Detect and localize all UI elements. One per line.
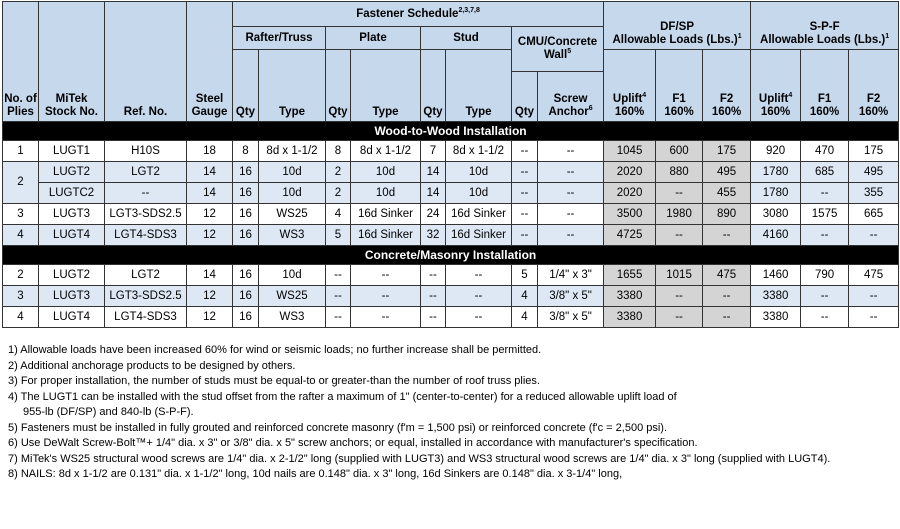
table-cell: LUGT3	[39, 286, 105, 307]
table-cell: 10d	[351, 162, 421, 183]
table-cell: WS3	[259, 225, 326, 246]
table-cell: 470	[801, 141, 849, 162]
table-cell: 475	[703, 265, 751, 286]
header-dfsp: DF/SP Allowable Loads $(Lbs.)^1$	[604, 2, 751, 50]
table-cell: 16	[233, 162, 259, 183]
header-screw-anchor: Screw Anchor$^6$	[538, 72, 604, 122]
table-cell: 16	[233, 183, 259, 204]
header-cmu: CMU/Concrete Wall$^5$	[512, 27, 604, 72]
header-type: Type	[446, 50, 512, 122]
table-cell: --	[351, 265, 421, 286]
footnote: 5) Fasteners must be installed in fully grouted and reinforced concrete masonry (f'm = 1,500 psi) or reinforced concrete (f'c = 2,500 psi).	[8, 421, 668, 434]
table-row	[3, 307, 899, 328]
cell-plies: 2	[3, 265, 39, 286]
table-cell: 3380	[751, 307, 801, 328]
header-f1: F1 160%	[801, 50, 849, 122]
header-plate: Plate	[326, 27, 421, 50]
table-cell: LGT4-SDS3	[105, 225, 187, 246]
table-cell: 16d Sinker	[351, 204, 421, 225]
table-cell: 10d	[446, 162, 512, 183]
section-title: Concrete/Masonry Installation	[3, 246, 899, 265]
table-cell: --	[512, 183, 538, 204]
header-uplift: Uplift$^4$ 160%	[751, 50, 801, 122]
table-cell: LUGT1	[39, 141, 105, 162]
table-cell: 8	[326, 141, 351, 162]
table-cell: --	[421, 307, 446, 328]
header-fastener-schedule: Fastener Schedule$^{2,3,7,8}$	[233, 2, 604, 27]
table-cell: --	[351, 307, 421, 328]
table-cell: --	[446, 286, 512, 307]
header-f2: F2 160%	[849, 50, 899, 122]
table-cell: 4	[512, 307, 538, 328]
table-cell: 1980	[656, 204, 703, 225]
table-cell: --	[326, 307, 351, 328]
table-cell: 2	[326, 183, 351, 204]
table-cell: 16	[233, 286, 259, 307]
cell-plies: 4	[3, 307, 39, 328]
table-cell: --	[421, 286, 446, 307]
table-cell: --	[326, 286, 351, 307]
table-cell: 32	[421, 225, 446, 246]
table-cell: 16	[233, 204, 259, 225]
table-cell: --	[512, 141, 538, 162]
table-cell: 495	[849, 162, 899, 183]
table-cell: 1/4" x 3"	[538, 265, 604, 286]
table-cell: WS25	[259, 286, 326, 307]
load-table	[2, 1, 899, 328]
table-cell: --	[656, 183, 703, 204]
table-cell: 4	[326, 204, 351, 225]
table-cell: 16d Sinker	[351, 225, 421, 246]
section-title: Wood-to-Wood Installation	[3, 122, 899, 141]
table-cell: 16	[233, 225, 259, 246]
table-cell: 14	[421, 183, 446, 204]
table-cell: --	[703, 307, 751, 328]
table-cell: 12	[187, 225, 233, 246]
cell-plies: 3	[3, 204, 39, 225]
table-cell: 8d x 1-1/2	[351, 141, 421, 162]
table-cell: LGT2	[105, 162, 187, 183]
table-cell: 880	[656, 162, 703, 183]
footnotes	[8, 343, 896, 483]
cell-plies: 4	[3, 225, 39, 246]
table-cell: 4725	[604, 225, 656, 246]
header-stud: Stud	[421, 27, 512, 50]
section-header-row	[3, 122, 899, 141]
header-qty: Qty	[326, 50, 351, 122]
table-cell: LGT3-SDS2.5	[105, 204, 187, 225]
table-cell: --	[801, 225, 849, 246]
table-cell: 175	[849, 141, 899, 162]
table-cell: --	[538, 225, 604, 246]
footnote: 955-lb (DF/SP) and 840-lb (S-P-F).	[23, 406, 194, 418]
header-uplift: Uplift$^4$ 160%	[604, 50, 656, 122]
header-qty: Qty	[421, 50, 446, 122]
table-cell: 14	[187, 265, 233, 286]
table-cell: 1655	[604, 265, 656, 286]
table-cell: --	[801, 307, 849, 328]
table-cell: --	[801, 286, 849, 307]
table-cell: --	[351, 286, 421, 307]
table-cell: 3080	[751, 204, 801, 225]
table-cell: 16	[233, 307, 259, 328]
header-plies: No. of Plies	[3, 2, 39, 122]
header-f1: F1 160%	[656, 50, 703, 122]
table-cell: 2	[326, 162, 351, 183]
table-cell: --	[105, 183, 187, 204]
table-cell: --	[849, 286, 899, 307]
table-cell: --	[656, 225, 703, 246]
table-cell: --	[538, 162, 604, 183]
table-cell: --	[703, 286, 751, 307]
table-cell: 8d x 1-1/2	[446, 141, 512, 162]
table-cell: 4	[512, 286, 538, 307]
table-cell: 5	[326, 225, 351, 246]
table-cell: --	[538, 183, 604, 204]
header-stock-no: MiTek Stock No.	[39, 2, 105, 122]
table-cell: 3380	[604, 307, 656, 328]
table-cell: 3/8" x 5"	[538, 286, 604, 307]
table-cell: 10d	[259, 265, 326, 286]
table-cell: 10d	[259, 162, 326, 183]
table-row	[3, 225, 899, 246]
header-rafter-truss: Rafter/Truss	[233, 27, 326, 50]
table-cell: 890	[703, 204, 751, 225]
header-type: Type	[259, 50, 326, 122]
table-cell: --	[446, 307, 512, 328]
table-cell: 600	[656, 141, 703, 162]
table-cell: 12	[187, 204, 233, 225]
table-cell: 175	[703, 141, 751, 162]
table-cell: 495	[703, 162, 751, 183]
table-row	[3, 286, 899, 307]
table-cell: --	[512, 204, 538, 225]
table-cell: 3380	[604, 286, 656, 307]
table-cell: 2020	[604, 162, 656, 183]
table-cell: 10d	[446, 183, 512, 204]
table-cell: 2020	[604, 183, 656, 204]
footnote: 2) Additional anchorage products to be designed by others.	[8, 359, 296, 372]
table-row	[3, 162, 899, 183]
table-cell: LUGT3	[39, 204, 105, 225]
table-cell: 1780	[751, 183, 801, 204]
table-cell: --	[703, 225, 751, 246]
table-cell: --	[326, 265, 351, 286]
table-cell: 14	[421, 162, 446, 183]
table-cell: 7	[421, 141, 446, 162]
table-cell: 4160	[751, 225, 801, 246]
cell-plies: 1	[3, 141, 39, 162]
table-cell: LUGTC2	[39, 183, 105, 204]
table-cell: --	[512, 225, 538, 246]
header-qty: Qty	[512, 72, 538, 122]
header-spf: S-P-F Allowable Loads $(Lbs.)^1$	[751, 2, 899, 50]
table-cell: 1780	[751, 162, 801, 183]
table-cell: LGT4-SDS3	[105, 307, 187, 328]
cell-plies: 2	[3, 162, 39, 204]
header-qty: Qty	[233, 50, 259, 122]
table-cell: H10S	[105, 141, 187, 162]
table-cell: 790	[801, 265, 849, 286]
table-cell: 5	[512, 265, 538, 286]
table-cell: 12	[187, 286, 233, 307]
table-cell: LGT3-SDS2.5	[105, 286, 187, 307]
table-cell: --	[446, 265, 512, 286]
table-cell: 3500	[604, 204, 656, 225]
table-cell: 1045	[604, 141, 656, 162]
cell-plies: 3	[3, 286, 39, 307]
table-cell: 24	[421, 204, 446, 225]
table-cell: --	[656, 286, 703, 307]
table-cell: 16d Sinker	[446, 225, 512, 246]
table-cell: 475	[849, 265, 899, 286]
footnote: 7) MiTek's WS25 structural wood screws are 1/4" dia. x 2-1/2" long (supplied with LUGT3) and WS3 structural wood screws are 1/4" dia. x 3" long (supplied with LUGT4).	[8, 452, 831, 465]
table-cell: 3/8" x 5"	[538, 307, 604, 328]
footnote: 6) Use DeWalt Screw-Bolt™+ 1/4" dia. x 3" or 3/8" dia. x 5" screw anchors; or equal, installed in accordance with manufacturer's specification.	[8, 437, 698, 449]
footnote: 4) The LUGT1 can be installed with the stud offset from the rafter a maximum of 1" (center-to-center) for a reduced allowable uplift load of	[8, 390, 677, 403]
table-cell: LUGT2	[39, 162, 105, 183]
table-cell: --	[512, 162, 538, 183]
table-cell: 8d x 1-1/2	[259, 141, 326, 162]
table-cell: 3380	[751, 286, 801, 307]
table-row	[3, 183, 899, 204]
footnote: 8) NAILS: 8d x 1-1/2 are 0.131" dia. x 1-1/2" long, 10d nails are 0.148" dia. x 3" long, 16d Sinkers are 0.148" dia. x 3-1/4" long,	[8, 468, 623, 480]
table-cell: --	[801, 183, 849, 204]
footnote: 3) For proper installation, the number of studs must be equal-to or greater-than the number of roof truss plies.	[8, 375, 540, 387]
table-cell: 455	[703, 183, 751, 204]
section-header-row	[3, 246, 899, 265]
table-body	[3, 122, 899, 328]
table-cell: --	[538, 141, 604, 162]
table-cell: 1015	[656, 265, 703, 286]
table-cell: 10d	[259, 183, 326, 204]
table-cell: LUGT4	[39, 307, 105, 328]
table-cell: --	[656, 307, 703, 328]
table-cell: LGT2	[105, 265, 187, 286]
header-f2: F2 160%	[703, 50, 751, 122]
table-cell: WS3	[259, 307, 326, 328]
table-cell: 12	[187, 307, 233, 328]
table-cell: 16d Sinker	[446, 204, 512, 225]
table-cell: --	[538, 204, 604, 225]
table-cell: 1460	[751, 265, 801, 286]
table-cell: --	[849, 307, 899, 328]
header-steel-gauge: Steel Gauge	[187, 2, 233, 122]
table-cell: 14	[187, 183, 233, 204]
table-cell: --	[849, 225, 899, 246]
header-type: Type	[351, 50, 421, 122]
table-cell: 10d	[351, 183, 421, 204]
header-ref-no: Ref. No.	[105, 2, 187, 122]
table-cell: 14	[187, 162, 233, 183]
table-cell: 16	[233, 265, 259, 286]
table-cell: 1575	[801, 204, 849, 225]
table-cell: 685	[801, 162, 849, 183]
footnote: 1) Allowable loads have been increased 60% for wind or seismic loads; no further increase shall be permitted.	[8, 344, 542, 356]
table-cell: WS25	[259, 204, 326, 225]
table-cell: 920	[751, 141, 801, 162]
table-row	[3, 204, 899, 225]
table-cell: LUGT4	[39, 225, 105, 246]
table-cell: 8	[233, 141, 259, 162]
table-row	[3, 141, 899, 162]
table-cell: 665	[849, 204, 899, 225]
table-row	[3, 265, 899, 286]
table-cell: 355	[849, 183, 899, 204]
table-cell: 18	[187, 141, 233, 162]
table-cell: --	[421, 265, 446, 286]
table-cell: LUGT2	[39, 265, 105, 286]
